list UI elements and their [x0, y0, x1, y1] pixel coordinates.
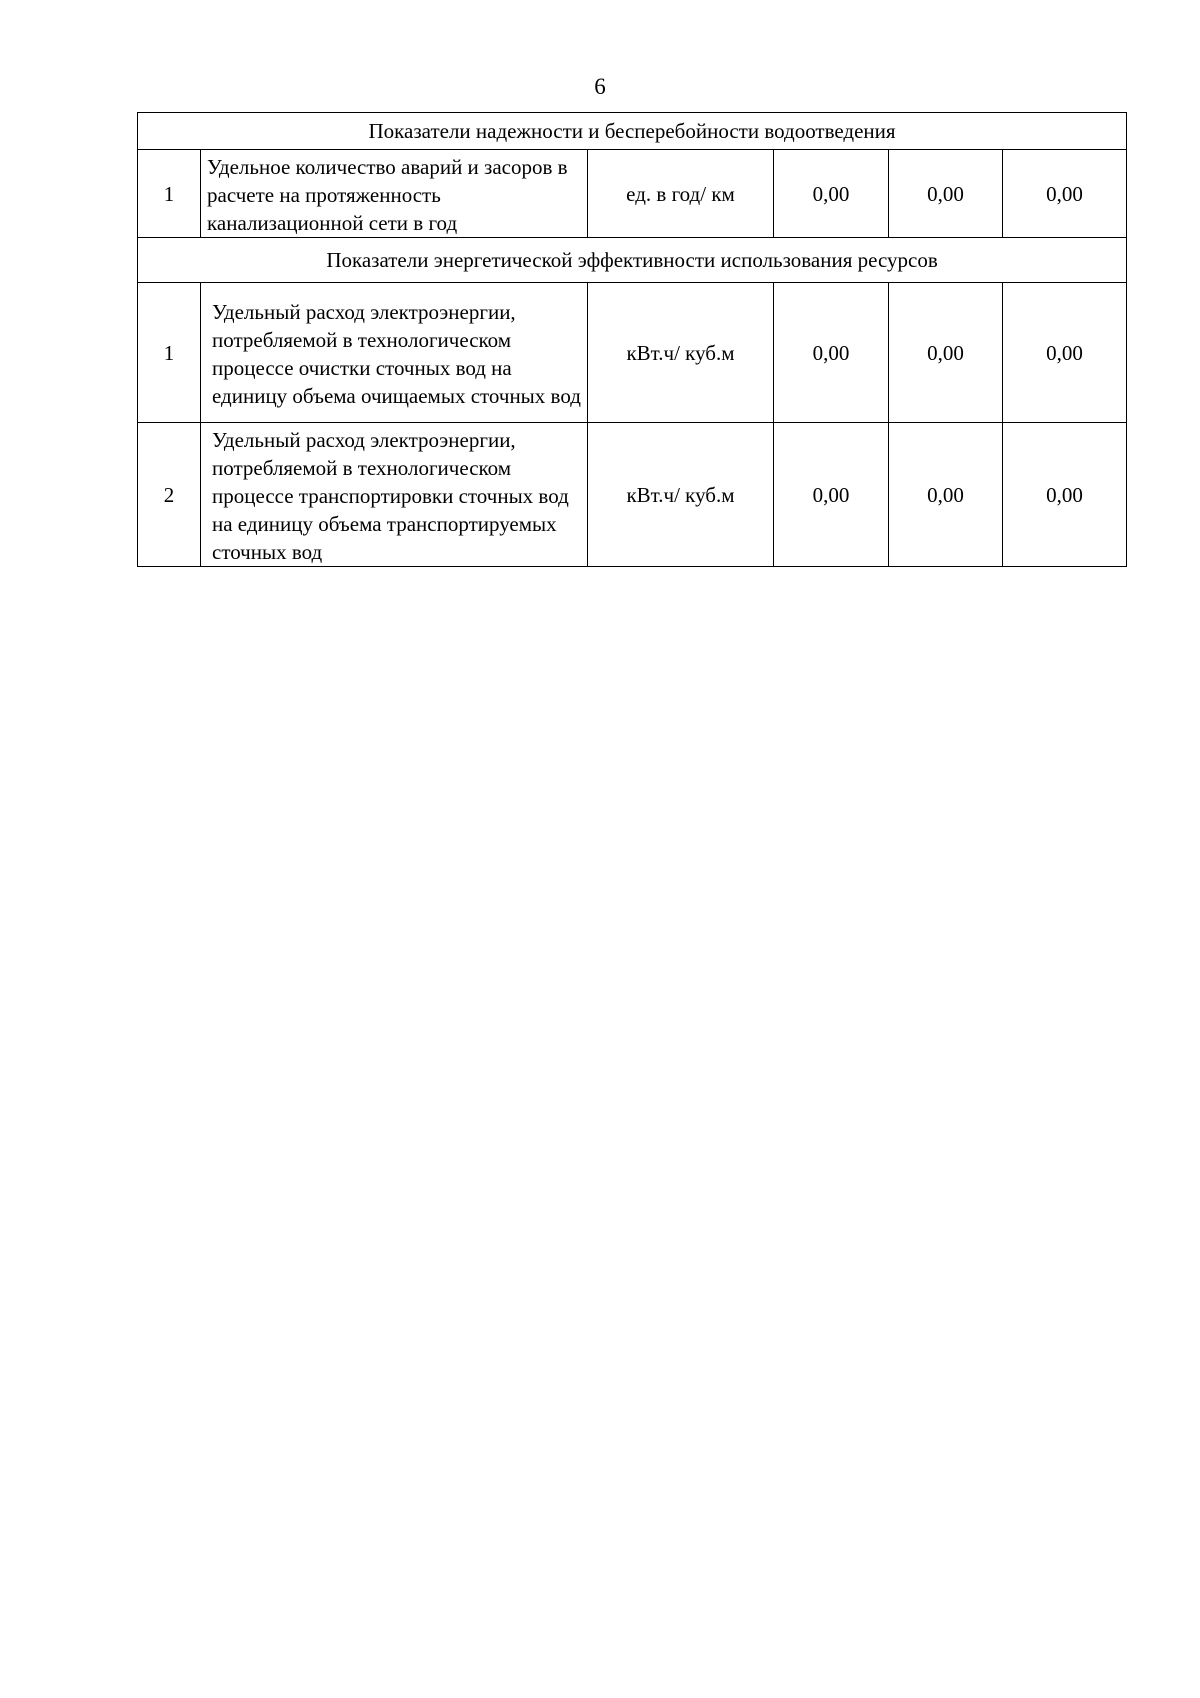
indicator-name: Удельный расход электроэнергии, потребляемой в технологическом процессе транспортировки сточных вод на единицу объема транспортируемых сточных вод [212, 428, 569, 564]
table-row [138, 283, 1127, 423]
value-cell: 0,00 [774, 423, 889, 567]
row-number: 2 [138, 423, 201, 567]
value-cell: 0,00 [1003, 150, 1127, 238]
row-number: 1 [138, 150, 201, 238]
section-title-energy: Показатели энергетической эффективности использования ресурсов [138, 238, 1127, 283]
unit-cell: кВт.ч/ куб.м [588, 423, 774, 567]
value-cell: 0,00 [889, 283, 1003, 423]
value-cell: 0,00 [889, 423, 1003, 567]
value-cell: 0,00 [1003, 283, 1127, 423]
indicator-name-cell [201, 283, 588, 423]
row-number: 1 [138, 283, 201, 423]
page-number: 6 [594, 74, 606, 99]
table-row [138, 423, 1127, 567]
unit-cell: кВт.ч/ куб.м [588, 283, 774, 423]
value-cell: 0,00 [774, 150, 889, 238]
indicator-name-cell [201, 423, 588, 567]
value-cell: 0,00 [889, 150, 1003, 238]
section-title-reliability: Показатели надежности и бесперебойности водоотведения [138, 113, 1127, 150]
section-header-row [138, 113, 1127, 150]
indicator-name: Удельный расход электроэнергии, потребляемой в технологическом процессе очистки сточных вод на единицу объема очищаемых сточных вод [212, 300, 581, 408]
indicator-name: Удельное количество аварий и засоров в расчете на протяженность канализационной сети в год [207, 155, 568, 235]
indicators-table [137, 112, 1127, 567]
value-cell: 0,00 [1003, 423, 1127, 567]
table-row [138, 150, 1127, 238]
value-cell: 0,00 [774, 283, 889, 423]
unit-cell: ед. в год/ км [588, 150, 774, 238]
section-header-row [138, 238, 1127, 283]
indicator-name-cell [201, 150, 588, 238]
